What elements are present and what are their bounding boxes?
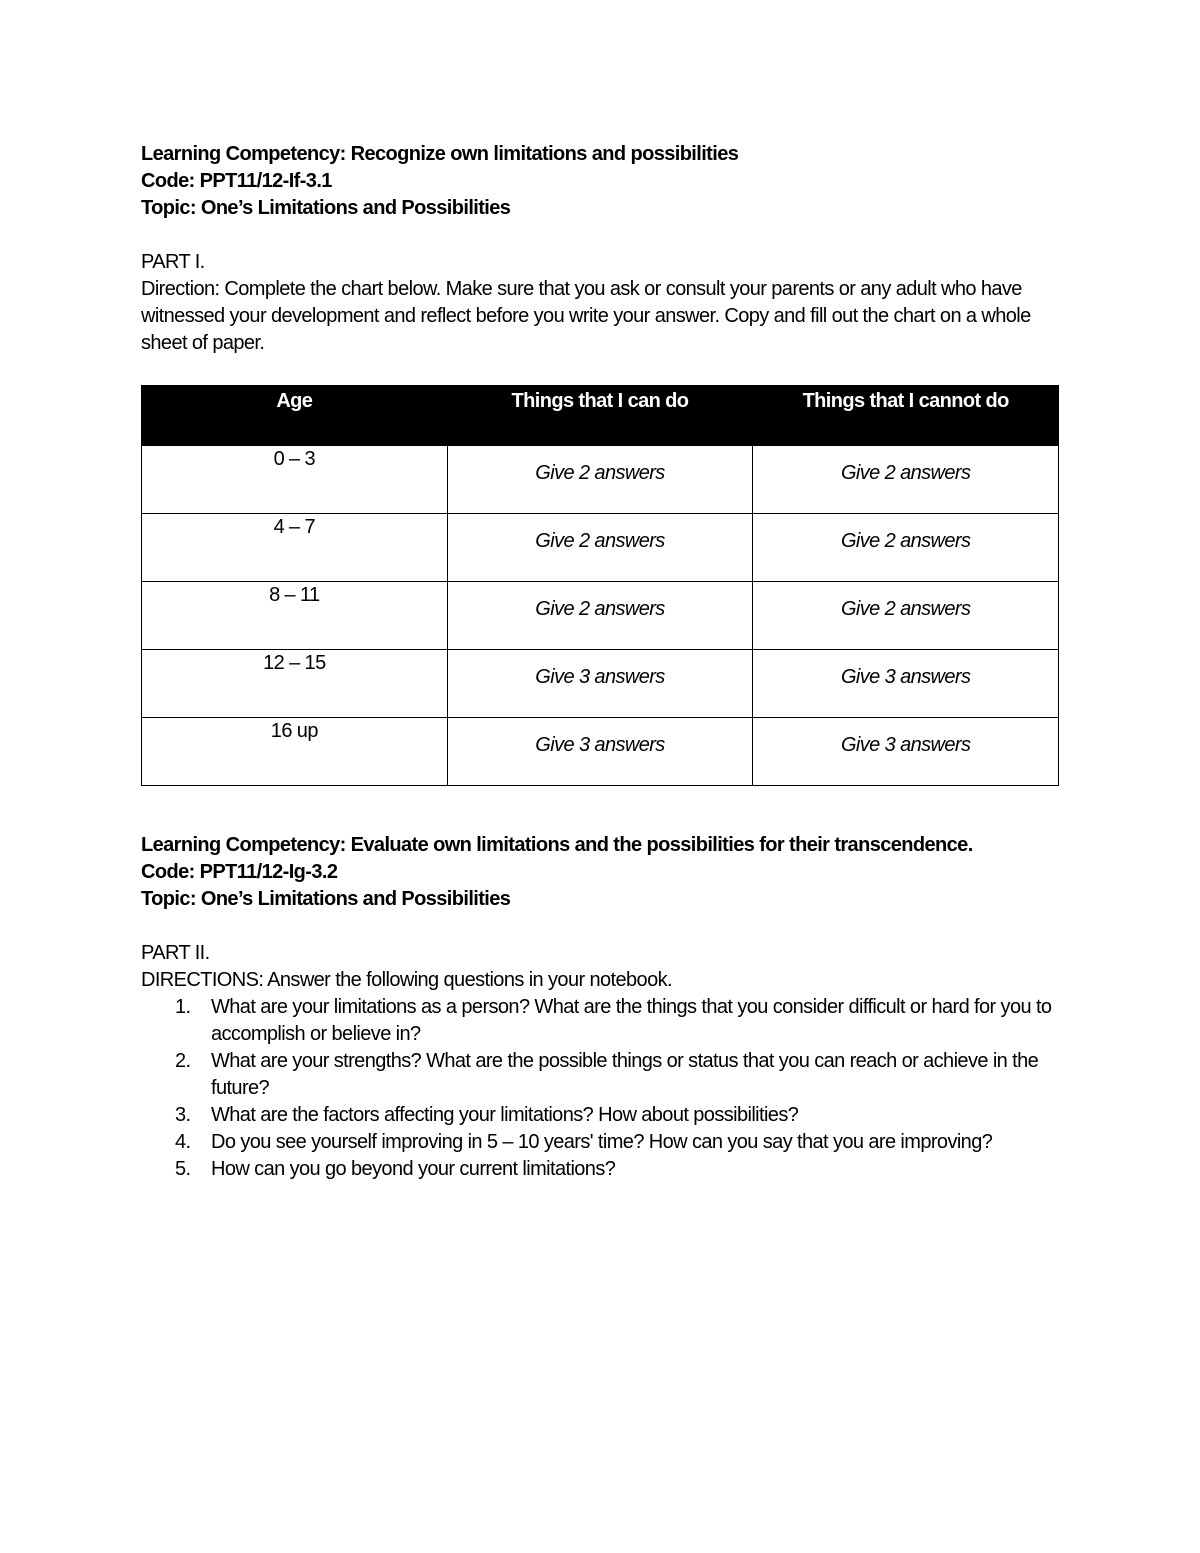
topic-line-1: Topic: One’s Limitations and Possibilities (141, 197, 511, 219)
list-item (141, 1129, 1059, 1156)
can-do-cell: Give 2 answers (447, 514, 753, 582)
cannot-do-cell: Give 2 answers (753, 514, 1059, 582)
table-row (142, 446, 1059, 514)
question-text: How can you go beyond your current limitations? (211, 1158, 616, 1180)
question-text: What are your limitations as a person? What are the things that you consider difficult or hard for you to accomplish or believe in? (211, 996, 1052, 1045)
question-number: 2. (175, 1050, 191, 1072)
competency-heading-2: Learning Competency: Evaluate own limitations and the possibilities for their transcendence. (141, 834, 973, 856)
age-cell: 0 – 3 (142, 446, 448, 514)
header-age: Age (142, 386, 448, 446)
age-cell: 4 – 7 (142, 514, 448, 582)
cannot-do-cell: Give 2 answers (753, 582, 1059, 650)
part-label-2: PART II. (141, 942, 210, 964)
can-do-cell: Give 2 answers (447, 446, 753, 514)
chart-header-row (142, 386, 1059, 446)
age-cell: 16 up (142, 718, 448, 786)
question-number: 5. (175, 1158, 191, 1180)
question-number: 4. (175, 1131, 191, 1153)
cannot-do-cell: Give 3 answers (753, 650, 1059, 718)
list-item (141, 994, 1059, 1048)
limitations-chart (141, 385, 1059, 786)
question-text: What are the factors affecting your limitations? How about possibilities? (211, 1104, 799, 1126)
table-row (142, 650, 1059, 718)
age-cell: 8 – 11 (142, 582, 448, 650)
competency-heading-1: Learning Competency: Recognize own limitations and possibilities (141, 143, 739, 165)
document-page (141, 141, 1059, 1183)
can-do-cell: Give 3 answers (447, 650, 753, 718)
header-cannot-do: Things that I cannot do (753, 386, 1059, 446)
list-item (141, 1102, 1059, 1129)
age-cell: 12 – 15 (142, 650, 448, 718)
code-line-2: Code: PPT11/12-Ig-3.2 (141, 861, 338, 883)
direction-paragraph: Direction: Complete the chart below. Make sure that you ask or consult your parents or any adult who have witnessed your development and reflect before you write your answer. Copy and fill out the chart on a whole sheet of paper. (141, 278, 1031, 354)
questions-list (141, 994, 1059, 1183)
table-row (142, 582, 1059, 650)
part-label-1: PART I. (141, 251, 205, 273)
directions-line: DIRECTIONS: Answer the following questions in your notebook. (141, 969, 672, 991)
code-line-1: Code: PPT11/12-If-3.1 (141, 170, 332, 192)
question-text: What are your strengths? What are the possible things or status that you can reach or achieve in the future? (211, 1050, 1039, 1099)
table-row (142, 718, 1059, 786)
list-item (141, 1156, 1059, 1183)
question-text: Do you see yourself improving in 5 – 10 years' time? How can you say that you are improving? (211, 1131, 993, 1153)
list-item (141, 1048, 1059, 1102)
cannot-do-cell: Give 2 answers (753, 446, 1059, 514)
header-can-do: Things that I can do (447, 386, 753, 446)
table-row (142, 514, 1059, 582)
cannot-do-cell: Give 3 answers (753, 718, 1059, 786)
question-number: 3. (175, 1104, 191, 1126)
can-do-cell: Give 2 answers (447, 582, 753, 650)
can-do-cell: Give 3 answers (447, 718, 753, 786)
question-number: 1. (175, 996, 191, 1018)
topic-line-2: Topic: One’s Limitations and Possibilities (141, 888, 511, 910)
